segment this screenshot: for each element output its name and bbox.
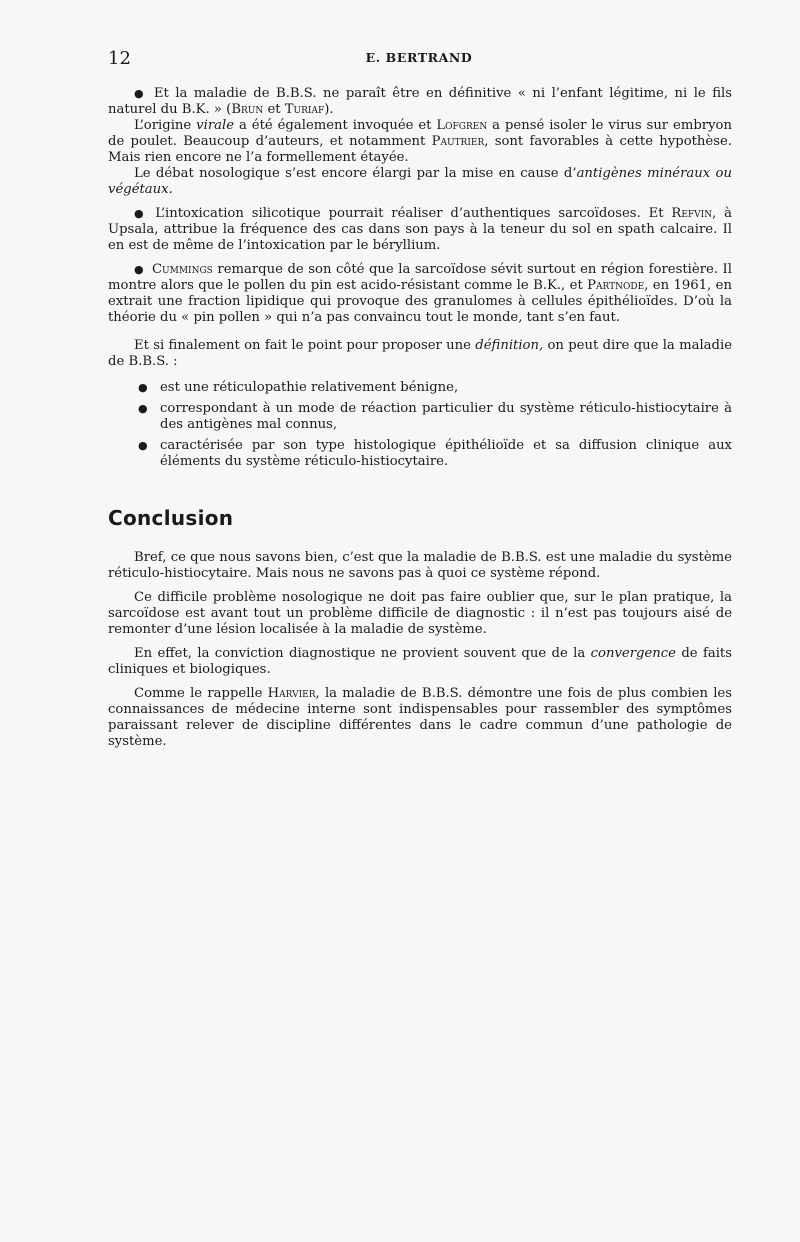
author-name: Refvin: [671, 206, 713, 221]
paragraph-antigens: Le débat nosologique s’est encore élargi par la mise en cause d’antigènes minéraux ou végétaux.: [108, 166, 732, 197]
author-name: Lofgren: [436, 118, 488, 133]
bullet-icon: ●: [138, 439, 148, 452]
paragraph-pine-pollen: ● Cummings remarque de son côté que la sarcoïdose sévit surtout en région forestière. Il montre alors que le pollen du pin est acido-résistant comme le B.K., et Partnode, en 1961, en extrait une fraction lipidique qui provoque des granulomes à cellules épithélioïdes. D’où la théorie du « pin pollen » qui n’a pas convaincu tout le monde, tant s’en faut.: [108, 262, 732, 325]
bullet-icon: ●: [138, 402, 148, 415]
emphasis: antigènes minéraux ou végétaux.: [108, 166, 732, 197]
list-item: ● caractérisée par son type histologique épithélioïde et sa diffusion clinique aux éléments du système réticulo-histiocytaire.: [138, 438, 732, 469]
conclusion-paragraph-1: Bref, ce que nous savons bien, c’est que la maladie de B.B.S. est une maladie du système réticulo-histiocytaire. Mais nous ne savons pas à quoi ce système répond.: [108, 550, 732, 581]
bullet-icon: ●: [134, 87, 146, 100]
paragraph-definition-intro: Et si finalement on fait le point pour proposer une définition, on peut dire que la maladie de B.B.S. :: [108, 338, 732, 369]
conclusion-paragraph-2: Ce difficile problème nosologique ne doit pas faire oublier que, sur le plan pratique, la sarcoïdose est avant tout un problème difficile de diagnostic : il n’est pas toujours aisé de remonter d’une lésion localisée à la maladie de système.: [108, 590, 732, 637]
paragraph-viral-origin: L’origine virale a été également invoquée et Lofgren a pensé isoler le virus sur embryon de poulet. Beaucoup d’auteurs, et notamment Pautrier, sont favorables à cette hypothèse. Mais rien encore ne l’a formellement étayée.: [108, 118, 732, 165]
paragraph-bbs-legitimacy: ● Et la maladie de B.B.S. ne paraît être en définitive « ni l’enfant légitime, ni le fils naturel du B.K. » (Brun et Turiaf).: [108, 86, 732, 117]
bullet-icon: ●: [134, 207, 148, 220]
conclusion-paragraph-3: En effet, la conviction diagnostique ne provient souvent que de la convergence de faits cliniques et biologiques.: [108, 646, 732, 677]
author-name: Cummings: [151, 262, 213, 277]
bullet-icon: ●: [134, 263, 144, 276]
paragraph-silicotic-intoxication: ● L’intoxication silicotique pourrait réaliser d’authentiques sarcoïdoses. Et Refvin, à Upsala, attribue la fréquence des cas dans son pays à la teneur du sol en spath calcaire. Il en est de même de l’intoxication par le béryllium.: [108, 206, 733, 253]
bullet-icon: ●: [138, 381, 148, 394]
conclusion-paragraph-4: Comme le rappelle Harvier, la maladie de B.B.S. démontre une fois de plus combien les connaissances de médecine interne sont indispensables pour rassembler des symptômes paraissant relever de discipline différentes dans le cadre commun d’une pathologie de système.: [108, 686, 732, 749]
author-name: Harvier: [267, 686, 316, 701]
author-name: Partnode: [587, 278, 645, 293]
emphasis: définition,: [475, 338, 544, 353]
emphasis: convergence: [590, 646, 676, 661]
section-heading-conclusion: Conclusion: [108, 506, 234, 530]
author-name: Brun: [231, 102, 264, 117]
running-head: E. BERTRAND: [365, 50, 473, 65]
list-item: ● correspondant à un mode de réaction particulier du système réticulo-histiocytaire à des antigènes mal connus,: [138, 401, 732, 432]
page-header: [108, 48, 730, 72]
definition-list: [108, 380, 732, 470]
emphasis: virale: [196, 118, 235, 133]
page-number: 12: [108, 48, 131, 69]
list-item: ● est une réticulopathie relativement bénigne,: [138, 380, 459, 395]
author-name: Turiaf: [284, 102, 325, 117]
body-text: [108, 86, 732, 750]
author-name: Pautrier: [431, 134, 485, 149]
